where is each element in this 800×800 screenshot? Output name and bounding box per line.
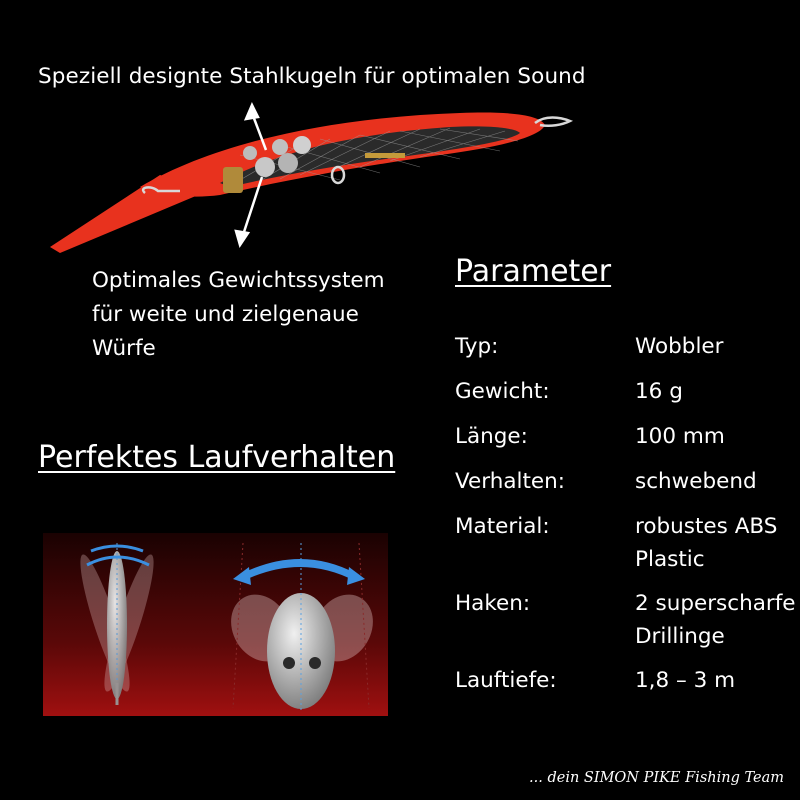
param-row-depth bbox=[455, 664, 800, 698]
lure-cutaway-diagram bbox=[40, 95, 600, 255]
param-value bbox=[635, 465, 800, 499]
param-label: Haken: bbox=[455, 591, 531, 616]
parameters-heading: Parameter bbox=[455, 254, 612, 289]
weight-callout-line: für weite und zielgenaue bbox=[92, 302, 359, 327]
param-label: Lauftiefe: bbox=[455, 668, 557, 693]
param-value bbox=[635, 510, 800, 576]
param-value-line: 2 superscharfe bbox=[635, 591, 796, 616]
param-value bbox=[635, 587, 800, 653]
param-label: Material: bbox=[455, 514, 550, 539]
steel-balls-callout: Speziell designte Stahlkugeln für optimalen Sound bbox=[38, 64, 586, 89]
param-row-material bbox=[455, 510, 800, 576]
param-row-length bbox=[455, 420, 800, 454]
param-value-line: 16 g bbox=[635, 379, 683, 404]
weight-callout-line: Optimales Gewichtssystem bbox=[92, 268, 385, 293]
param-row-hooks bbox=[455, 587, 800, 653]
param-value bbox=[635, 330, 800, 364]
rattle-bar bbox=[365, 153, 405, 158]
parameters-table bbox=[455, 330, 800, 709]
param-value-line: robustes ABS bbox=[635, 514, 778, 539]
param-row-type bbox=[455, 330, 800, 364]
running-behavior-heading: Perfektes Laufverhalten bbox=[38, 440, 396, 475]
param-label: Länge: bbox=[455, 424, 528, 449]
param-value bbox=[635, 375, 800, 409]
weight-capsule bbox=[223, 167, 243, 193]
param-value-line: Drillinge bbox=[635, 624, 725, 649]
param-value-line: Plastic bbox=[635, 547, 705, 572]
running-behavior-figure bbox=[43, 533, 388, 716]
param-row-behavior bbox=[455, 465, 800, 499]
param-value-line: schwebend bbox=[635, 469, 757, 494]
param-value-line: 100 mm bbox=[635, 424, 725, 449]
param-value-line: 1,8 – 3 m bbox=[635, 668, 736, 693]
weight-callout-line: Würfe bbox=[92, 336, 156, 361]
param-label: Gewicht: bbox=[455, 379, 550, 404]
param-value bbox=[635, 664, 800, 698]
param-label: Verhalten: bbox=[455, 469, 566, 494]
param-value bbox=[635, 420, 800, 454]
param-label: Typ: bbox=[455, 334, 499, 359]
weight-system-callout bbox=[92, 264, 385, 366]
footer-signature: ... dein SIMON PIKE Fishing Team bbox=[529, 770, 784, 786]
param-value-line: Wobbler bbox=[635, 334, 724, 359]
param-row-weight bbox=[455, 375, 800, 409]
